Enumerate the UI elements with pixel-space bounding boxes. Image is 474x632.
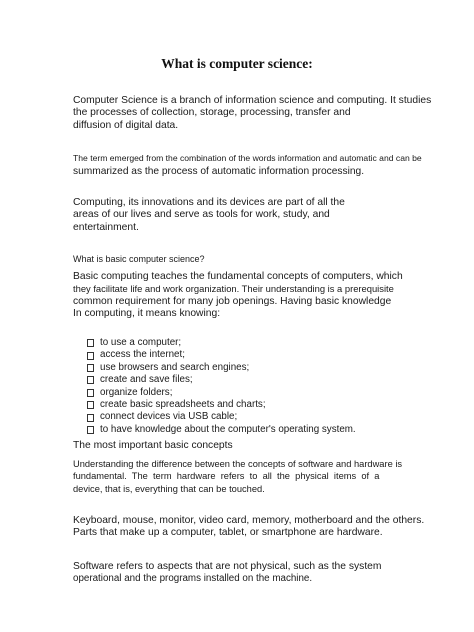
skills-list [87, 337, 356, 436]
text-line: areas of our lives and serve as tools for work, study, and [73, 209, 330, 221]
list-item-text: create basic spreadsheets and charts; [100, 399, 266, 411]
list-item [87, 362, 356, 374]
checkbox-glyph-icon [87, 389, 94, 397]
text-line: The term emerged from the combination of the words information and automatic and can be [73, 153, 422, 163]
text-line: Basic computing teaches the fundamental concepts of computers, which [73, 271, 403, 282]
paragraph-hardware-examples [73, 515, 425, 540]
section-heading-basic: What is basic computer science? [73, 254, 205, 264]
checkbox-glyph-icon [87, 376, 94, 384]
text-line: In computing, it means knowing: [73, 308, 221, 320]
checkbox-glyph-icon [87, 339, 94, 347]
list-item [87, 337, 356, 349]
text-line: Understanding the difference between the concepts of software and hardware is [73, 459, 403, 469]
list-item [87, 349, 356, 361]
paragraph-software-definition [73, 561, 393, 586]
paragraph-computing-areas [73, 197, 363, 234]
list-item [87, 374, 356, 386]
text-line: operational and the programs installed on the machine. [73, 573, 313, 585]
list-item-text: access the internet; [100, 349, 185, 361]
list-item-text: organize folders; [100, 386, 173, 398]
paragraph-basic-computing [73, 271, 413, 321]
list-item [87, 399, 356, 411]
text-line: they facilitate life and work organization. Their understanding is a prerequisite [73, 283, 394, 295]
list-item-text: connect devices via USB cable; [100, 411, 238, 423]
list-item-text: to have knowledge about the computer's operating system. [100, 423, 356, 435]
checkbox-glyph-icon [87, 401, 94, 409]
paragraph-term-origin [73, 152, 422, 178]
text-line: diffusion of digital data. [73, 119, 179, 131]
list-item [87, 387, 356, 399]
text-line: common requirement for many job openings. Having basic knowledge [73, 295, 392, 307]
text-line: Computing, its innovations and its devices are part of all the [73, 197, 345, 208]
text-line: Computer Science is a branch of information science and computing. It studies [73, 95, 432, 106]
text-line: device, that is, everything that can be touched. [73, 483, 265, 494]
text-line: summarized as the process of automatic information processing. [73, 166, 365, 177]
list-item-text: to use a computer; [100, 337, 182, 348]
section-heading-concepts: The most important basic concepts [73, 440, 233, 451]
checkbox-glyph-icon [87, 352, 94, 360]
text-line: fundamental. The term hardware refers to all the physical items of a [73, 471, 380, 482]
checkbox-glyph-icon [87, 426, 94, 434]
paragraph-definition [73, 95, 432, 132]
text-line: the processes of collection, storage, processing, transfer and [73, 107, 351, 119]
page-title: What is computer science: [161, 56, 313, 71]
text-line: Software refers to aspects that are not physical, such as the system [73, 561, 382, 572]
paragraph-software-hardware [73, 458, 411, 495]
list-item-text: use browsers and search engines; [100, 361, 250, 373]
text-line: Keyboard, mouse, monitor, video card, memory, motherboard and the others. [73, 515, 425, 526]
checkbox-glyph-icon [87, 414, 94, 422]
text-line: entertainment. [73, 221, 139, 233]
checkbox-glyph-icon [87, 364, 94, 372]
text-line: Parts that make up a computer, tablet, or smartphone are hardware. [73, 527, 383, 539]
list-item-text: create and save files; [100, 374, 193, 386]
list-item [87, 424, 356, 436]
list-item [87, 411, 356, 423]
